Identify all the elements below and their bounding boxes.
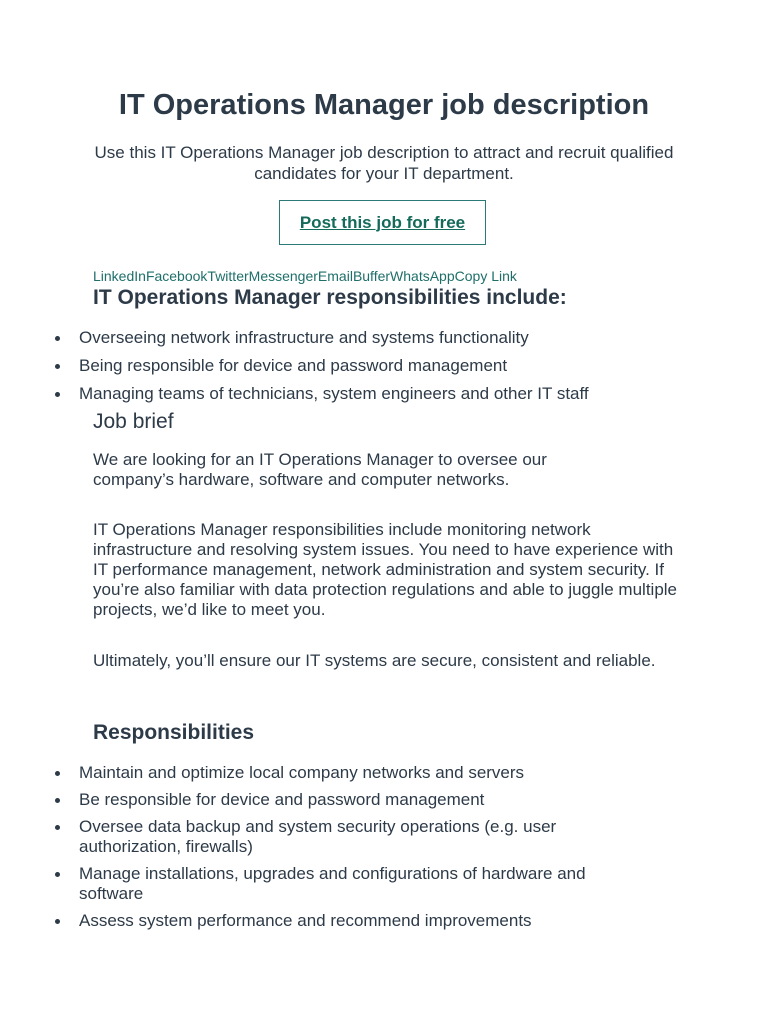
- job-brief-paragraph: Ultimately, you’ll ensure our IT systems are secure, consistent and reliable.: [93, 651, 656, 670]
- share-buffer-link[interactable]: Buffer: [352, 268, 391, 284]
- intro-text: Use this IT Operations Manager job description to attract and recruit qualified candidates for your IT department.: [94, 143, 674, 183]
- share-links-row: [93, 267, 517, 285]
- share-whatsapp-link[interactable]: WhatsApp: [390, 268, 455, 284]
- list-item: Oversee data backup and system security operations (e.g. user authorization, firewalls): [0, 817, 768, 857]
- bullet-icon: [55, 825, 60, 830]
- responsibilities-include-heading: IT Operations Manager responsibilities include:: [93, 286, 567, 309]
- bullet-icon: [55, 919, 60, 924]
- job-brief-paragraph: IT Operations Manager responsibilities include monitoring network infrastructure and resolving system issues. You need to have experience with IT performance management, network administration and system security. If you’re also familiar with data protection regulations and able to juggle multiple projects, we’d like to meet you.: [93, 520, 678, 619]
- share-messenger-link[interactable]: Messenger: [248, 268, 318, 284]
- share-twitter-link[interactable]: Twitter: [207, 268, 249, 284]
- bullet-icon: [55, 336, 60, 341]
- share-email-link[interactable]: Email: [317, 268, 353, 284]
- list-item: Manage installations, upgrades and configurations of hardware and software: [0, 864, 768, 904]
- bullet-icon: [55, 392, 60, 397]
- page-title: IT Operations Manager job description: [118, 89, 650, 121]
- bullet-icon: [55, 872, 60, 877]
- bullet-icon: [55, 364, 60, 369]
- share-linkedin-link[interactable]: LinkedIn: [93, 268, 146, 284]
- share-facebook-link[interactable]: Facebook: [145, 268, 208, 284]
- list-item: Be responsible for device and password management: [0, 790, 768, 810]
- job-brief-paragraph: We are looking for an IT Operations Manager to oversee our company’s hardware, software and computer networks.: [93, 450, 547, 489]
- list-item: Being responsible for device and password management: [0, 356, 768, 376]
- responsibilities-list: [0, 763, 768, 931]
- list-item: Managing teams of technicians, system engineers and other IT staff: [0, 384, 768, 404]
- bullet-icon: [55, 771, 60, 776]
- share-copy-link[interactable]: Copy Link: [454, 268, 517, 284]
- responsibilities-heading: Responsibilities: [93, 721, 255, 744]
- list-item: Assess system performance and recommend improvements: [0, 911, 768, 931]
- list-item: Maintain and optimize local company networks and servers: [0, 763, 768, 783]
- job-brief-heading: Job brief: [93, 410, 174, 433]
- bullet-icon: [55, 798, 60, 803]
- list-item: Overseeing network infrastructure and systems functionality: [0, 328, 768, 348]
- responsibilities-include-list: [0, 328, 768, 404]
- post-job-button[interactable]: Post this job for free: [279, 200, 486, 245]
